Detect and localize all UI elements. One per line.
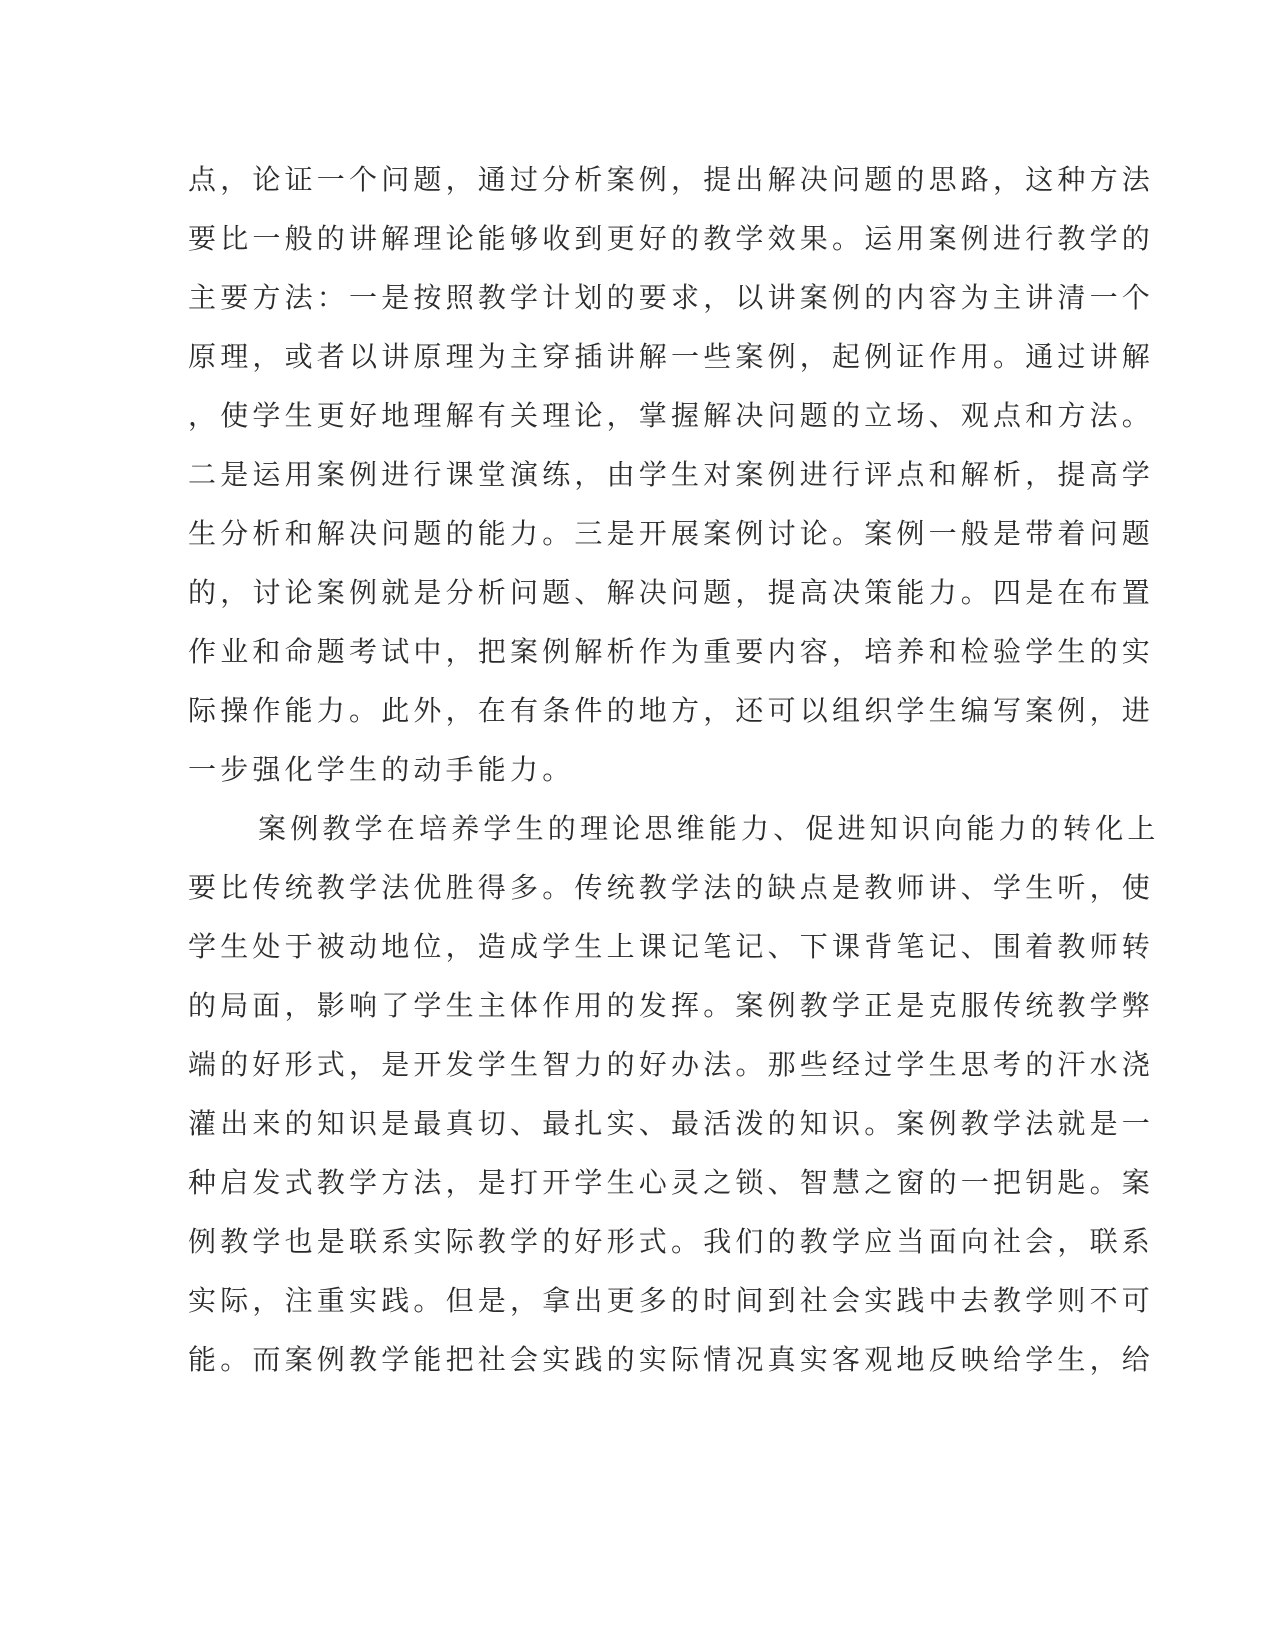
text-line: 原理，或者以讲原理为主穿插讲解一些案例，起例证作用。通过讲解	[188, 340, 1155, 373]
text-line: 主要方法：一是按照教学计划的要求，以讲案例的内容为主讲清一个	[188, 281, 1155, 314]
text-line: 种启发式教学方法，是打开学生心灵之锁、智慧之窗的一把钥匙。案	[188, 1166, 1155, 1199]
text-line: 生分析和解决问题的能力。三是开展案例讨论。案例一般是带着问题	[188, 517, 1155, 550]
text-line: 例教学也是联系实际教学的好形式。我们的教学应当面向社会，联系	[188, 1225, 1155, 1258]
text-line: 端的好形式，是开发学生智力的好办法。那些经过学生思考的汗水浇	[188, 1048, 1155, 1081]
text-line: 作业和命题考试中，把案例解析作为重要内容，培养和检验学生的实	[188, 635, 1155, 668]
text-line: 一步强化学生的动手能力。	[188, 753, 575, 786]
text-line: ，使学生更好地理解有关理论，掌握解决问题的立场、观点和方法。	[188, 399, 1155, 432]
text-line: 二是运用案例进行课堂演练，由学生对案例进行评点和解析，提高学	[188, 458, 1155, 491]
text-line: 实际，注重实践。但是，拿出更多的时间到社会实践中去教学则不可	[188, 1284, 1155, 1317]
text-line: 点，论证一个问题，通过分析案例，提出解决问题的思路，这种方法	[188, 163, 1155, 196]
text-line: 要比传统教学法优胜得多。传统教学法的缺点是教师讲、学生听，使	[188, 871, 1155, 904]
paragraph-first-line: 案例教学在培养学生的理论思维能力、促进知识向能力的转化上	[258, 812, 1160, 845]
text-line: 要比一般的讲解理论能够收到更好的教学效果。运用案例进行教学的	[188, 222, 1155, 255]
text-line: 际操作能力。此外，在有条件的地方，还可以组织学生编写案例，进	[188, 694, 1155, 727]
text-line: 学生处于被动地位，造成学生上课记笔记、下课背笔记、围着教师转	[188, 930, 1155, 963]
text-line: 的局面，影响了学生主体作用的发挥。案例教学正是克服传统教学弊	[188, 989, 1155, 1022]
text-line: 的，讨论案例就是分析问题、解决问题，提高决策能力。四是在布置	[188, 576, 1155, 609]
text-line: 能。而案例教学能把社会实践的实际情况真实客观地反映给学生，给	[188, 1343, 1155, 1376]
text-line: 灌出来的知识是最真切、最扎实、最活泼的知识。案例教学法就是一	[188, 1107, 1155, 1140]
